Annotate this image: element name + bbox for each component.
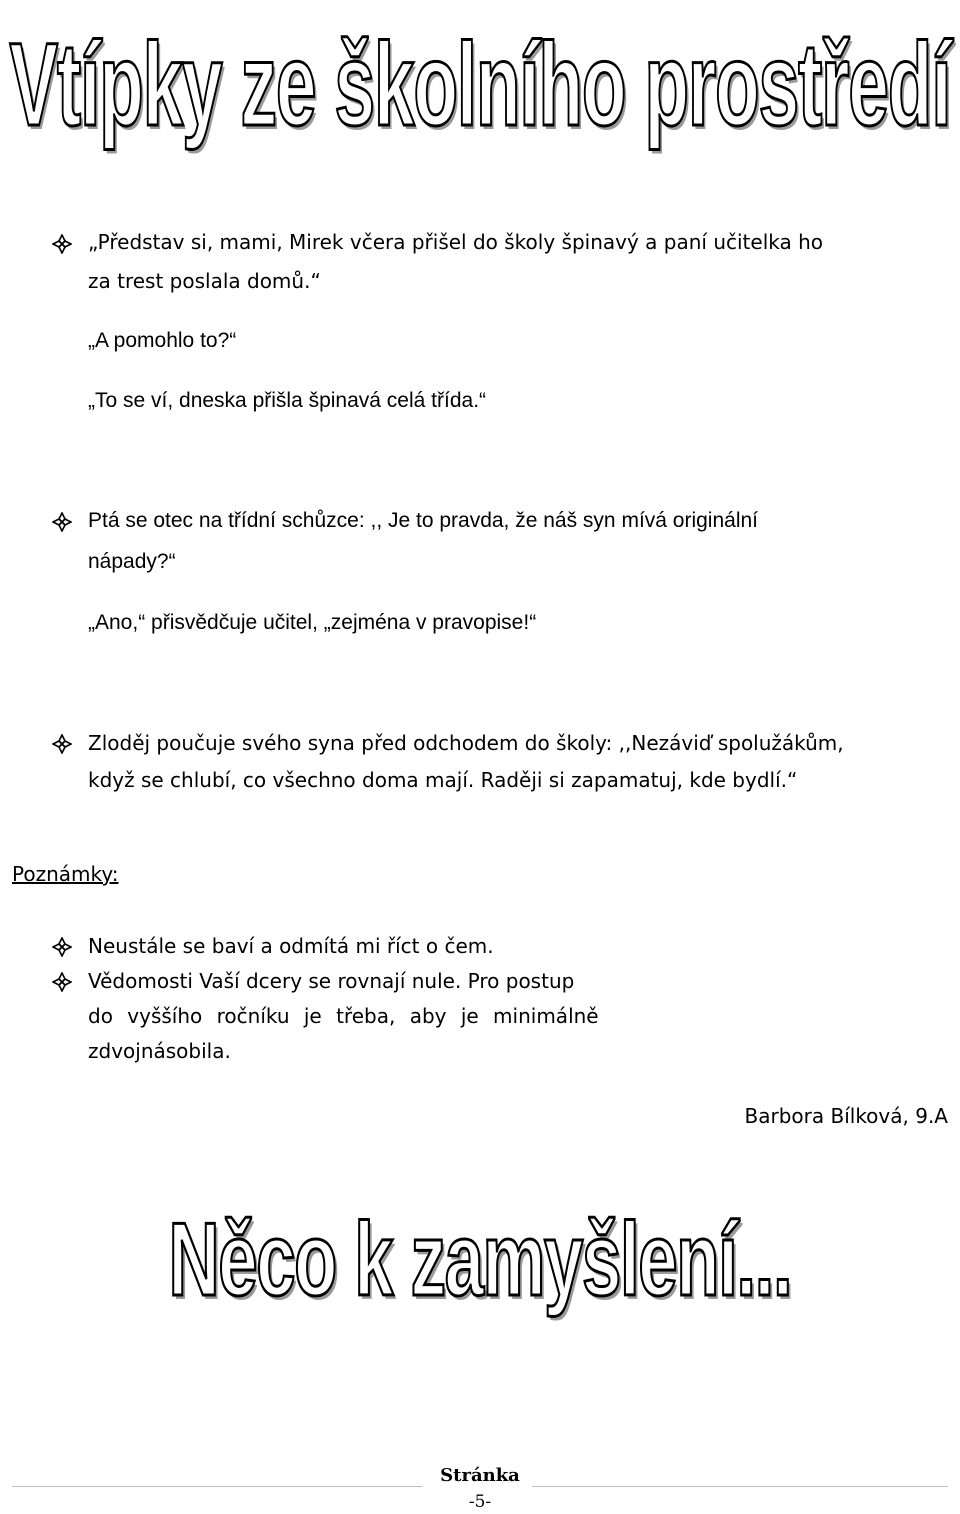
joke-3-line-2: když se chlubí, co všechno doma mají. Raději si zapamatuj, kde bydlí.“ [88,768,798,792]
diamond-bullet-icon [52,937,72,957]
author-signature: Barbora Bílková, 9.A [744,1104,948,1128]
page-title-text: Vtípky ze školního prostředí [9,19,951,151]
footer-divider-right [532,1486,948,1487]
joke-1-line-3: „A pomohlo to?“ [88,329,237,352]
notes-heading: Poznámky: [12,862,119,886]
joke-2-line-1: Ptá se otec na třídní schůzce: ,, Je to pravda, že náš syn mívá originální [88,509,759,532]
diamond-bullet-icon [52,234,72,254]
note-2-line-1: Vědomosti Vaší dcery se rovnají nule. Pro postup [88,969,575,993]
footer-divider-left [12,1486,422,1487]
diamond-bullet-icon [52,972,72,992]
footer-page-label: Stránka [440,1465,520,1486]
section-title [0,1195,960,1325]
diamond-bullet-icon [52,734,72,754]
note-2-line-3: zdvojnásobila. [88,1039,231,1063]
joke-1-line-2: za trest poslala domů.“ [88,269,321,293]
joke-1-line-1: „Představ si, mami, Mirek včera přišel do školy špinavý a paní učitelka ho [88,230,823,254]
section-title-text: Něco k zamyšlení... [168,1201,792,1318]
note-1-line-1: Neustále se baví a odmítá mi říct o čem. [88,934,494,958]
note-2-line-2: do vyššího ročníku je třeba, aby je minimálně [88,1004,599,1028]
diamond-bullet-icon [52,512,72,532]
joke-1-line-4: „To se ví, dneska přišla špinavá celá třída.“ [88,389,487,412]
joke-2-line-3: „Ano,“ přisvědčuje učitel, „zejména v pravopise!“ [88,611,537,634]
page-title [0,0,960,170]
joke-2-line-2: nápady?“ [88,550,176,573]
joke-3-line-1: Zloděj poučuje svého syna před odchodem do školy: ,,Nezáviď spolužákům, [88,731,844,755]
footer-page-number: -5- [468,1492,492,1512]
